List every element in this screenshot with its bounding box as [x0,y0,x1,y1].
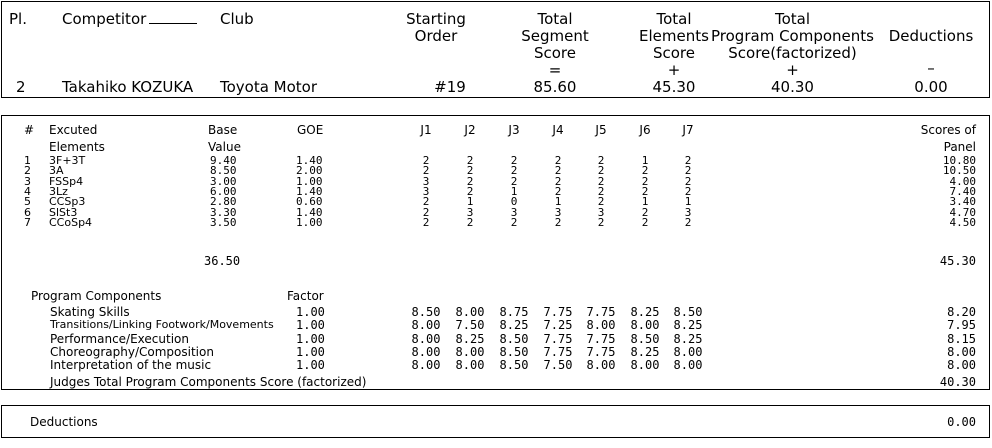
deductions-box-value: 0.00 [947,415,976,429]
pc-name: Interpretation of the music [50,358,212,373]
pc-judge-score: 8.25 [673,331,703,346]
element-code: CCSp3 [49,195,86,209]
place-value: 2 [16,78,26,96]
element-code: FSSp4 [49,174,84,188]
element-judge-score: 2 [554,215,562,229]
competitor-name: Takahiko KOZUKA [62,78,194,96]
base-value-total: 36.50 [204,254,241,268]
pc-judge-score: 7.75 [586,331,616,346]
element-panel-score: 4.70 [949,205,976,219]
pc-judge-score: 8.00 [673,344,703,359]
element-judge-score: 2 [466,215,474,229]
pc-judge-score: 7.75 [586,344,616,359]
element-judge-score: 2 [597,184,605,198]
elements-score-total: 45.30 [939,254,976,268]
element-panel-score: 10.80 [942,154,976,167]
element-judge-score: 2 [684,154,692,167]
pc-judge-score: 7.25 [543,318,573,333]
pcs-total-value: 40.30 [939,375,976,389]
element-code: 3F+3T [49,154,86,167]
element-judge-score: 2 [597,164,605,178]
col-header-score: Scores of Panel [920,123,976,154]
element-judge-score: 2 [422,154,430,167]
element-judge-score: 2 [466,174,474,188]
element-judge-score: 2 [597,215,605,229]
judge-header-4: J4 [552,123,564,137]
pc-judge-score: 8.00 [455,344,485,359]
judge-header-2: J2 [464,123,476,137]
starting-order-label: Starting Order [406,10,466,45]
starting-order-value: #19 [434,78,466,96]
element-goe: 1.40 [296,184,323,198]
element-judge-score: 2 [641,174,649,188]
element-goe: 2.00 [296,164,323,178]
element-base-value: 3.30 [210,205,237,219]
element-judge-score: 3 [422,174,430,188]
element-base-value: 3.50 [210,215,237,229]
deductions-value: 0.00 [914,78,948,96]
element-base-value: 6.00 [210,184,237,198]
col-header-element: Excuted Elements [49,123,105,154]
element-base-value: 3.00 [210,174,237,188]
pc-judge-score: 8.50 [499,344,529,359]
club-label: Club [220,10,254,28]
element-judge-score: 2 [597,174,605,188]
element-judge-score: 2 [554,184,562,198]
element-row-num: 2 [24,164,31,178]
element-judge-score: 2 [684,164,692,178]
element-judge-score: 2 [684,174,692,188]
pc-judge-score: 8.00 [455,358,485,373]
element-judge-score: 2 [466,154,474,167]
element-judge-score: 1 [684,195,692,209]
pl-label: Pl. [9,10,27,28]
judge-header-3: J3 [508,123,520,137]
pc-judge-score: 8.25 [455,331,485,346]
tes-value: 45.30 [652,78,696,96]
element-goe: 1.40 [296,154,323,167]
element-panel-score: 4.00 [949,174,976,188]
pc-panel-score: 8.20 [947,305,976,319]
element-panel-score: 4.50 [949,215,976,229]
element-base-value: 8.50 [210,164,237,178]
pc-judge-score: 8.00 [455,305,485,319]
element-judge-score: 1 [466,195,474,209]
pc-judge-score: 8.00 [411,318,441,333]
tpcs-label: Total Program Components Score(factorized) + [711,10,874,79]
element-judge-score: 2 [597,154,605,167]
element-judge-score: 2 [641,184,649,198]
pc-judge-score: 7.75 [543,344,573,359]
pc-judge-score: 8.50 [499,358,529,373]
pc-judge-score: 8.75 [499,305,529,319]
element-base-value: 9.40 [210,154,237,167]
element-code: SlSt3 [49,205,78,219]
element-judge-score: 3 [684,205,692,219]
tes-label: Total Elements Score + [639,10,709,79]
element-goe: 1.00 [296,215,323,229]
col-header-goe: GOE [297,123,324,137]
pc-factor: 1.00 [296,305,325,319]
pc-judge-score: 8.50 [499,331,529,346]
pc-panel-score: 8.00 [947,358,976,373]
element-judge-score: 1 [510,184,518,198]
judge-header-1: J1 [420,123,432,137]
pc-factor: 1.00 [296,318,325,333]
pc-judge-score: 7.75 [543,305,573,319]
element-judge-score: 2 [466,164,474,178]
pc-judge-score: 8.50 [673,305,703,319]
element-code: CCoSp4 [49,215,93,229]
judge-header-5: J5 [595,123,607,137]
element-judge-score: 2 [641,164,649,178]
pc-judge-score: 8.00 [411,358,441,373]
competitor-label: Competitor [62,12,197,27]
deductions-box-label: Deductions [30,415,98,429]
tss-value: 85.60 [533,78,577,96]
col-header-base: Base Value [208,123,241,154]
element-judge-score: 2 [554,164,562,178]
element-row-num: 1 [24,154,31,167]
pc-judge-score: 7.50 [455,318,485,333]
pc-panel-score: 8.00 [947,344,976,359]
element-judge-score: 2 [554,174,562,188]
element-judge-score: 2 [422,195,430,209]
deductions-label: Deductions – [888,27,974,77]
pc-panel-score: 7.95 [947,318,976,333]
element-code: 3A [49,164,64,178]
element-row-num: 7 [24,215,31,229]
element-judge-score: 1 [554,195,562,209]
element-row-num: 4 [24,184,31,198]
element-base-value: 2.80 [210,195,237,209]
element-judge-score: 2 [422,215,430,229]
element-judge-score: 0 [510,195,518,209]
pc-judge-score: 8.00 [630,358,660,373]
element-panel-score: 10.50 [942,164,976,178]
col-header-num: # [24,123,35,137]
pc-judge-score: 7.50 [543,358,573,373]
element-judge-score: 3 [422,184,430,198]
pc-judge-score: 8.50 [630,331,660,346]
judge-header-7: J7 [682,123,694,137]
element-judge-score: 2 [597,195,605,209]
element-row-num: 6 [24,205,31,219]
pc-judge-score: 8.25 [673,318,703,333]
tss-label: Total Segment Score = [521,10,589,79]
pc-judge-score: 8.25 [630,305,660,319]
element-judge-score: 3 [466,205,474,219]
element-code: 3Lz [49,184,68,198]
element-panel-score: 7.40 [949,184,976,198]
element-judge-score: 2 [422,205,430,219]
element-panel-score: 3.40 [949,195,976,209]
pc-name: Skating Skills [50,305,130,319]
pc-factor: 1.00 [296,344,325,359]
deductions-box [1,405,990,438]
pc-judge-score: 8.00 [411,344,441,359]
pc-judge-score: 8.00 [411,331,441,346]
judge-header-6: J6 [639,123,651,137]
element-goe: 1.00 [296,174,323,188]
element-judge-score: 3 [554,205,562,219]
factor-label: Factor [287,289,324,303]
pc-factor: 1.00 [296,358,325,373]
program-components-title: Program Components [31,289,162,303]
element-judge-score: 3 [597,205,605,219]
pc-judge-score: 7.75 [586,305,616,319]
pc-judge-score: 8.25 [499,318,529,333]
pc-panel-score: 8.15 [947,331,976,346]
element-judge-score: 3 [510,205,518,219]
pc-judge-score: 8.25 [630,344,660,359]
element-goe: 1.40 [296,205,323,219]
element-judge-score: 2 [510,174,518,188]
element-judge-score: 2 [684,215,692,229]
element-row-num: 5 [24,195,31,209]
element-goe: 0.60 [296,195,323,209]
element-judge-score: 2 [510,215,518,229]
pc-judge-score: 8.00 [586,358,616,373]
tpcs-value: 40.30 [771,78,814,96]
pcs-total-label: Judges Total Program Components Score (factorized) [50,375,367,389]
pc-judge-score: 8.00 [673,358,703,373]
element-judge-score: 2 [510,154,518,167]
element-judge-score: 1 [641,195,649,209]
pc-judge-score: 8.00 [630,318,660,333]
pc-judge-score: 7.75 [543,331,573,346]
element-judge-score: 2 [684,184,692,198]
pc-factor: 1.00 [296,331,325,346]
club-name: Toyota Motor [220,78,318,96]
element-row-num: 3 [24,174,31,188]
pc-judge-score: 8.00 [586,318,616,333]
element-judge-score: 2 [641,215,649,229]
element-judge-score: 2 [422,164,430,178]
pc-name: Transitions/Linking Footwork/Movements [50,318,274,332]
pc-name: Choreography/Composition [50,344,214,359]
pc-judge-score: 8.50 [411,305,441,319]
element-judge-score: 2 [554,154,562,167]
element-judge-score: 1 [641,154,649,167]
element-judge-score: 2 [510,164,518,178]
element-judge-score: 2 [641,205,649,219]
element-judge-score: 2 [466,184,474,198]
pc-name: Performance/Execution [50,331,189,346]
